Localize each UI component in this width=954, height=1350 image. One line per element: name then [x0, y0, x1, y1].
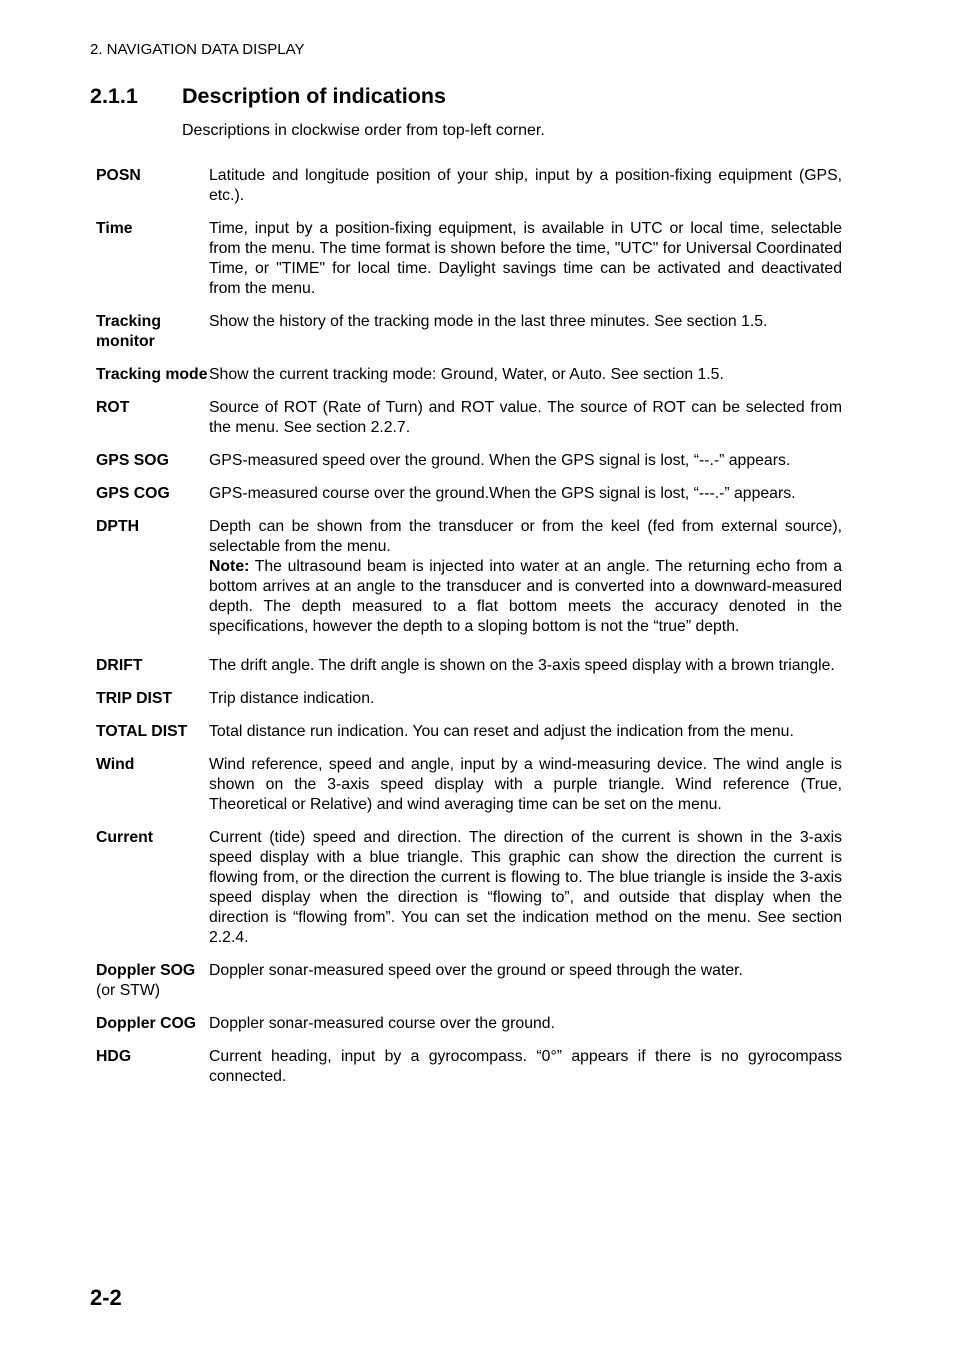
page-number: 2-2 — [90, 1285, 122, 1310]
indication-list — [96, 166, 842, 1100]
entry-description: Wind reference, speed and angle, input by a wind-measuring device. The wind angle is shown on the 3-axis speed display with a purple triangle. Wind reference (True, Theoretical or Relative) and wind averaging time can be set on the menu. — [209, 756, 842, 813]
entry-description: GPS-measured speed over the ground. When the GPS signal is lost, “--.-” appears. — [209, 452, 791, 469]
entry-description: Show the history of the tracking mode in the last three minutes. See section 1.5. — [209, 313, 768, 330]
entry-description: Show the current tracking mode: Ground, Water, or Auto. See section 1.5. — [209, 366, 724, 383]
entry-term: Doppler COG — [96, 1015, 197, 1032]
entry-current — [96, 828, 842, 948]
entry-drift — [96, 656, 842, 676]
entry-term — [96, 961, 209, 1001]
entry-term: Current — [96, 829, 154, 846]
entry-term: Wind — [96, 756, 135, 773]
entry-doppler-sog — [96, 961, 842, 1001]
entry-term: DPTH — [96, 518, 140, 535]
entry-description: Doppler sonar-measured speed over the ground or speed through the water. — [209, 962, 743, 979]
note-label: Note: — [209, 558, 250, 575]
section-title: Description of indications — [182, 84, 446, 108]
entry-term: GPS COG — [96, 485, 170, 502]
entry-total-dist — [96, 722, 842, 742]
entry-term: POSN — [96, 167, 141, 184]
entry-description: Source of ROT (Rate of Turn) and ROT value. The source of ROT can be selected from the menu. See section 2.2.7. — [209, 399, 842, 436]
entry-posn — [96, 166, 842, 206]
entry-description: Current (tide) speed and direction. The direction of the current is shown in the 3-axis speed display with a blue triangle. This graphic can show the direction the current is flowing from, or the direction the current is flowing to. The blue triangle is inside the 3-axis speed display when the direction is “flowing to”, and outside that display when the direction is “flowing from”. You can set the indication method on the menu. See section 2.2.4. — [209, 829, 842, 946]
entry-description: Time, input by a position-fixing equipment, is available in UTC or local time, selectable from the menu. The time format is shown before the time, "UTC" for Universal Coordinated Time, or "TIME" for local time. Daylight savings time can be activated and deactivated from the menu. — [209, 220, 842, 297]
entry-term-text: Doppler SOG — [96, 962, 196, 979]
entry-doppler-cog — [96, 1014, 842, 1034]
entry-term-suffix: (or STW) — [96, 982, 161, 999]
entry-term: TOTAL DIST — [96, 723, 188, 740]
section-heading — [90, 84, 446, 109]
section-intro: Descriptions in clockwise order from top-left corner. — [182, 122, 545, 139]
entry-description: Current heading, input by a gyrocompass. “0°” appears if there is no gyrocompass connected. — [209, 1048, 842, 1085]
entry-term: ROT — [96, 399, 130, 416]
entry-hdg — [96, 1047, 842, 1087]
entry-note — [209, 557, 842, 637]
entry-tracking-mode — [96, 365, 842, 385]
entry-description-text: Depth can be shown from the transducer or from the keel (fed from external source), selectable from the menu. — [209, 518, 842, 555]
entry-description: Trip distance indication. — [209, 690, 375, 707]
entry-dpth — [96, 517, 842, 637]
entry-description: GPS-measured course over the ground.When the GPS signal is lost, “---.-” appears. — [209, 485, 796, 502]
entry-term: GPS SOG — [96, 452, 169, 469]
entry-tracking-monitor — [96, 312, 842, 352]
entry-term: TRIP DIST — [96, 690, 173, 707]
entry-wind — [96, 755, 842, 815]
entry-description: Total distance run indication. You can reset and adjust the indication from the menu. — [209, 723, 794, 740]
section-number: 2.1.1 — [90, 84, 138, 108]
entry-rot — [96, 398, 842, 438]
entry-trip-dist — [96, 689, 842, 709]
entry-description — [209, 517, 842, 637]
entry-term: HDG — [96, 1048, 132, 1065]
note-text: The ultrasound beam is injected into water at an angle. The returning echo from a bottom arrives at an angle to the transducer and is converted into a downward-measured depth. The depth measured to a flat bottom meets the accuracy denoted in the specifications, however the depth to a sloping bottom is not the “true” depth. — [209, 558, 842, 635]
entry-term: Time — [96, 220, 133, 237]
entry-description: Doppler sonar-measured course over the ground. — [209, 1015, 555, 1032]
entry-gps-cog — [96, 484, 842, 504]
entry-time — [96, 219, 842, 299]
entry-term: Tracking mode — [96, 366, 208, 383]
entry-description: The drift angle. The drift angle is shown on the 3-axis speed display with a brown triangle. — [209, 657, 835, 674]
entry-term: Tracking monitor — [96, 313, 161, 350]
entry-term: DRIFT — [96, 657, 143, 674]
entry-gps-sog — [96, 451, 842, 471]
entry-description: Latitude and longitude position of your ship, input by a position-fixing equipment (GPS, etc.). — [209, 167, 842, 204]
running-header: 2. NAVIGATION DATA DISPLAY — [90, 41, 305, 58]
